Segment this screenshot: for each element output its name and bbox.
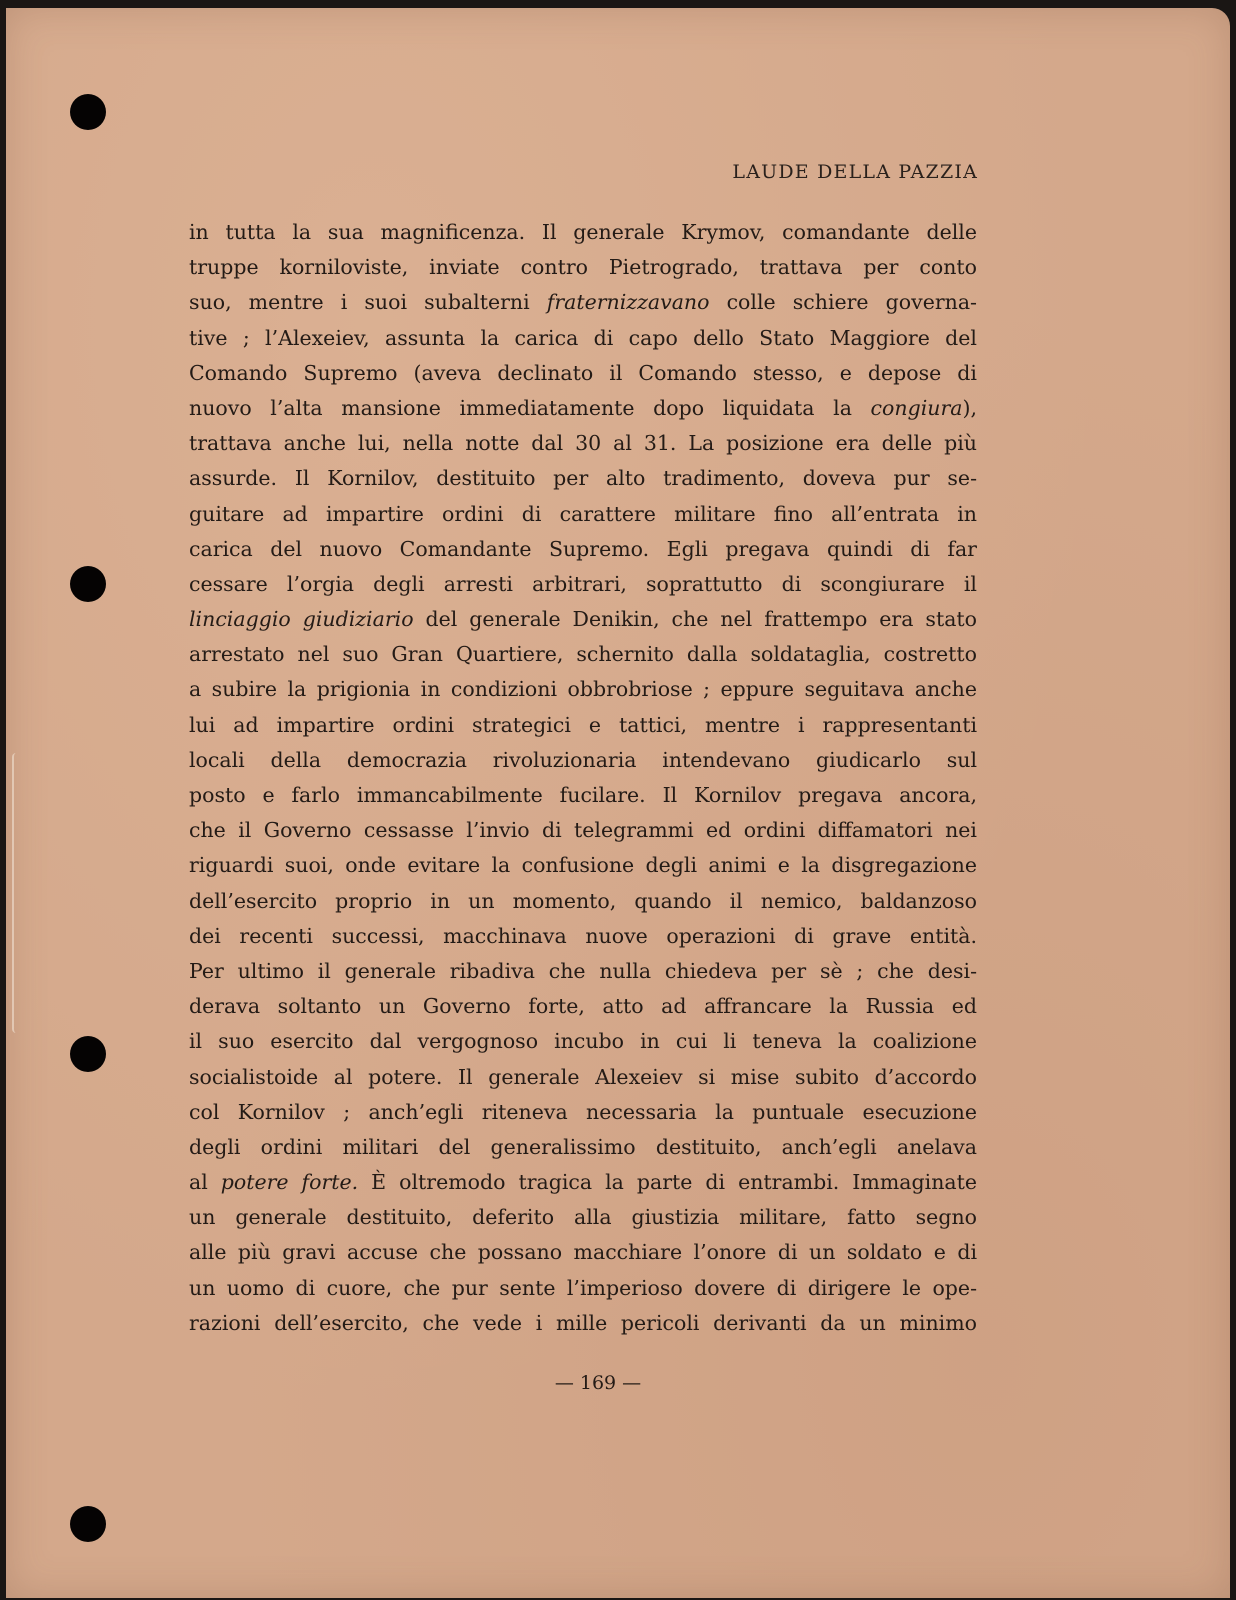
text-line (189, 1200, 977, 1235)
text-run: locali della democrazia rivoluzionaria intendevano giudicarlo sul (189, 747, 977, 772)
text-line (189, 743, 977, 778)
text-line (189, 884, 977, 919)
text-line (189, 356, 977, 391)
italic-text: potere forte. (220, 1170, 359, 1195)
text-run: a subire la prigionia in condizioni obbrobriose ; eppure seguitava anche (189, 677, 977, 702)
text-line (189, 285, 977, 320)
text-line (189, 250, 977, 285)
text-line (189, 778, 977, 813)
text-run: tive ; l’Alexeiev, assunta la carica di capo dello Stato Maggiore del (189, 325, 977, 350)
text-line (189, 637, 977, 672)
text-run: un generale destituito, deferito alla giustizia militare, fatto segno (189, 1205, 977, 1230)
text-line (189, 1165, 977, 1200)
italic-text: fraternizzavano (546, 290, 710, 315)
italic-text: congiura (870, 395, 963, 420)
text-run: un uomo di cuore, che pur sente l’imperioso dovere di dirigere le ope- (189, 1275, 977, 1300)
text-line (189, 1095, 977, 1130)
text-run: nuovo l’alta mansione immediatamente dopo liquidata la (189, 395, 871, 420)
text-run: riguardi suoi, onde evitare la confusione degli animi e la disgregazione (189, 853, 977, 878)
text-run: guitare ad impartire ordini di carattere militare fino all’entrata in (189, 501, 977, 526)
text-run: colle schiere governa- (709, 290, 977, 315)
text-line (189, 321, 977, 356)
text-line (189, 1235, 977, 1270)
text-line (189, 708, 977, 743)
text-line (189, 532, 977, 567)
page-number (0, 1372, 1236, 1394)
text-run: derava soltanto un Governo forte, atto ad affrancare la Russia ed (189, 994, 977, 1019)
text-run: Per ultimo il generale ribadiva che nulla chiedeva per sè ; che desi- (189, 958, 977, 983)
page-number-text: — 169 — (554, 1372, 642, 1394)
text-run: razioni dell’esercito, che vede i mille pericoli derivanti da un minimo (189, 1310, 977, 1335)
text-line (189, 1306, 977, 1341)
body-text (189, 215, 977, 1341)
text-run: che il Governo cessasse l’invio di telegrammi ed ordini diffamatori nei (189, 818, 977, 843)
text-line (189, 1130, 977, 1165)
text-line (189, 567, 977, 602)
text-run: È oltremodo tragica la parte di entrambi. Immaginate (358, 1170, 977, 1195)
text-run: il suo esercito dal vergognoso incubo in cui li teneva la coalizione (189, 1029, 977, 1054)
text-run: posto e farlo immancabilmente fucilare. Il Kornilov pregava ancora, (189, 783, 977, 807)
text-run: Comando Supremo (aveva declinato il Comando stesso, e depose di (189, 360, 977, 385)
text-run: carica del nuovo Comandante Supremo. Egli pregava quindi di far (189, 536, 977, 561)
text-run: col Kornilov ; anch’egli riteneva necessaria la puntuale esecuzione (189, 1099, 977, 1124)
text-line (189, 954, 977, 989)
text-run: degli ordini militari del generalissimo destituito, anch’egli anelava (189, 1134, 977, 1159)
text-line (189, 215, 977, 250)
text-line (189, 497, 977, 532)
text-run: ), (962, 395, 977, 420)
text-run: in tutta la sua magnificenza. Il generale Krymov, comandante delle (189, 220, 977, 244)
text-line (189, 989, 977, 1024)
text-line (189, 848, 977, 883)
text-line (189, 1271, 977, 1306)
text-run: alle più gravi accuse che possano macchiare l’onore di un soldato e di (189, 1240, 977, 1265)
text-line (189, 672, 977, 707)
text-run: del generale Denikin, che nel frattempo era stato (413, 607, 977, 632)
running-head: LAUDE DELLA PAZZIA (732, 161, 978, 183)
text-run: al (189, 1170, 221, 1195)
text-line (189, 602, 977, 637)
binding-thread (12, 753, 22, 1033)
text-line (189, 813, 977, 848)
text-run: cessare l’orgia degli arresti arbitrari, soprattutto di scongiurare il (189, 571, 977, 596)
text-run: lui ad impartire ordini strategici e tattici, mentre i rappresentanti (189, 712, 977, 737)
text-line (189, 919, 977, 954)
text-run: truppe korniloviste, inviate contro Pietrogrado, trattava per conto (189, 255, 977, 280)
text-run: trattava anche lui, nella notte dal 30 al 31. La posizione era delle più (189, 431, 977, 456)
binder-hole (70, 566, 106, 602)
binder-hole (70, 1036, 106, 1072)
text-run: dei recenti successi, macchinava nuove operazioni di grave entità. (189, 923, 977, 948)
binder-hole (70, 94, 106, 130)
text-run: assurde. Il Kornilov, destituito per alto tradimento, doveva pur se- (189, 466, 977, 491)
binder-hole (70, 1506, 106, 1542)
text-line (189, 391, 977, 426)
text-run: suo, mentre i suoi subalterni (189, 290, 547, 315)
text-run: socialistoide al potere. Il generale Alexeiev si mise subito d’accordo (189, 1064, 977, 1089)
text-line (189, 1060, 977, 1095)
text-run: dell’esercito proprio in un momento, quando il nemico, baldanzoso (189, 888, 977, 913)
text-run: arrestato nel suo Gran Quartiere, schernito dalla soldataglia, costretto (189, 642, 977, 667)
italic-text: linciaggio giudiziario (189, 607, 414, 632)
text-line (189, 426, 977, 461)
text-line (189, 461, 977, 496)
text-line (189, 1024, 977, 1059)
